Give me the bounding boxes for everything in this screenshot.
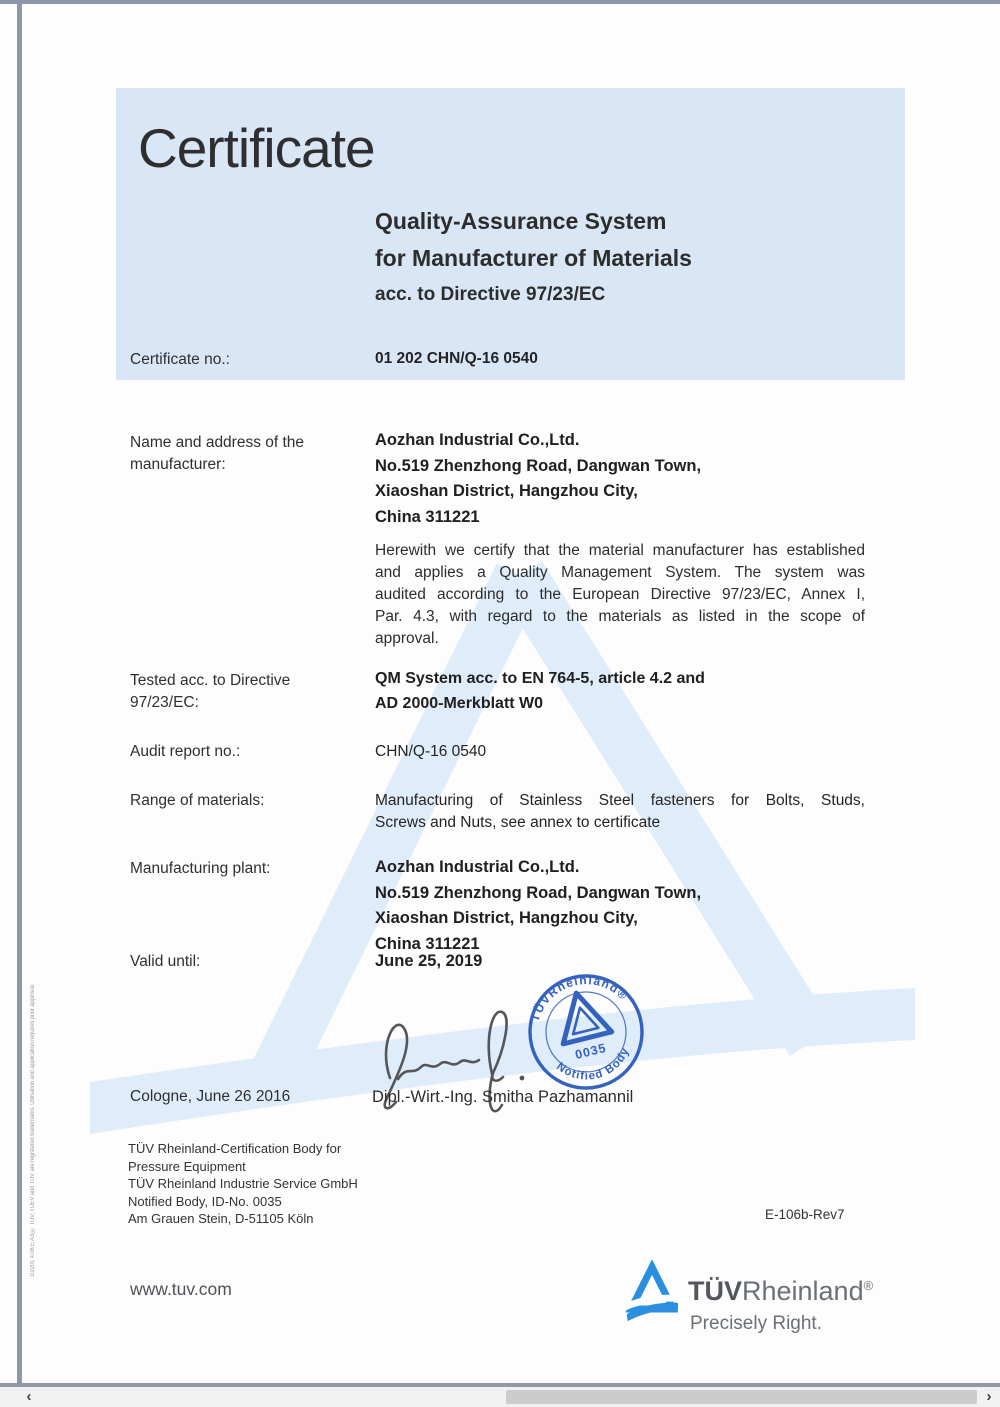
label-line: manufacturer: [130, 456, 226, 473]
subtitle-line: for Manufacturer of Materials [375, 245, 692, 271]
logo-tuv: TÜV [688, 1276, 742, 1306]
form-number: E-106b-Rev7 [765, 1207, 845, 1222]
address-line: Xiaoshan District, Hangzhou City, [375, 482, 638, 500]
scroll-right-arrow[interactable]: › [986, 1388, 992, 1405]
range-value [375, 790, 865, 834]
address-line: No.519 Zhenzhong Road, Dangwan Town, [375, 456, 702, 475]
statement-line: approval. [375, 630, 439, 647]
window-top-border [0, 0, 1000, 4]
stamp-bottom-text: Notified Body [554, 1045, 633, 1083]
value-line: Screws and Nuts, see annex to certificate [375, 814, 661, 831]
logo-rheinland: Rheinland [742, 1276, 864, 1306]
footer-line: TÜV Rheinland Industrie Service GmbH [128, 1176, 358, 1192]
range-label: Range of materials: [130, 792, 265, 809]
subtitle-line: Quality-Assurance System [375, 208, 667, 234]
audit-report-value: CHN/Q-16 0540 [375, 743, 487, 760]
manufacturer-address [375, 428, 701, 530]
pane-divider [17, 0, 22, 1383]
page-title: Certificate [138, 117, 375, 179]
subtitle-line: acc. to Directive 97/23/EC [375, 284, 606, 305]
website-text: www.tuv.com [130, 1279, 232, 1299]
certificate-no-value: 01 202 CHN/Q-16 0540 [375, 350, 538, 367]
stamp-top-text: TÜVRheinland® [527, 972, 632, 1024]
value-line: Manufacturing of Stainless Steel fasteners for Bolts, Studs, [375, 792, 865, 809]
horizontal-scrollbar[interactable] [0, 1387, 1000, 1407]
scrollbar-thumb[interactable] [506, 1390, 977, 1404]
certificate-no-label: Certificate no.: [130, 351, 230, 368]
audit-report-label: Audit report no.: [130, 743, 241, 760]
plant-label: Manufacturing plant: [130, 860, 271, 877]
manufacturer-label [130, 432, 304, 476]
tuv-logo-wordmark [688, 1276, 873, 1307]
statement-line: audited according to the European Directive 97/23/EC, Annex I, [375, 586, 865, 603]
address-line: Aozhan Industrial Co.,Ltd. [375, 431, 580, 449]
tuv-logo-icon [626, 1260, 678, 1322]
footer-line: TÜV Rheinland-Certification Body for [128, 1141, 342, 1156]
plant-address [375, 855, 701, 957]
label-line: Name and address of the [130, 434, 305, 451]
address-line: Xiaoshan District, Hangzhou City, [375, 909, 638, 927]
footer-line: Pressure Equipment [128, 1158, 246, 1174]
registered-mark: ® [863, 1278, 874, 1293]
certification-body-block [128, 1140, 358, 1228]
value-line: AD 2000-Merkblatt W0 [375, 695, 544, 712]
scroll-left-arrow[interactable]: ‹ [26, 1388, 32, 1405]
stamp-number: 0035 [573, 1040, 608, 1063]
address-line: No.519 Zhenzhong Road, Dangwan Town, [375, 883, 702, 902]
footer-line: Notified Body, ID-No. 0035 [128, 1193, 282, 1209]
label-line: 97/23/EC: [130, 694, 199, 711]
signer-name: Dipl.-Wirt.-Ing. Smitha Pazhamannil [372, 1088, 634, 1106]
address-line: China 311221 [375, 934, 480, 953]
address-line: China 311221 [375, 507, 480, 526]
value-line: QM System acc. to EN 764-5, article 4.2 and [375, 670, 705, 687]
statement-line: and applies a Quality Management System. The system was [375, 564, 865, 581]
tested-value [375, 666, 705, 716]
place-date: Cologne, June 26 2016 [130, 1088, 291, 1105]
valid-until-value: June 25, 2019 [375, 952, 483, 970]
footer-line: Am Grauen Stein, D-51105 Köln [128, 1211, 314, 1227]
valid-until-label: Valid until: [130, 953, 201, 970]
address-line: Aozhan Industrial Co.,Ltd. [375, 858, 580, 876]
tested-label [130, 670, 290, 714]
statement-line: Par. 4.3, with regard to the materials as listed in the scope of [375, 608, 865, 625]
certification-statement [375, 540, 865, 650]
side-fine-print: 10/201 4.08 E A3 ® TÜV, TUEV and TUV are registered trademarks. Utilisation and application requires prior approval. [30, 983, 36, 1277]
label-line: Tested acc. to Directive [130, 672, 291, 689]
logo-tagline: Precisely Right. [690, 1313, 822, 1334]
statement-line: Herewith we certify that the material manufacturer has established [375, 542, 865, 559]
